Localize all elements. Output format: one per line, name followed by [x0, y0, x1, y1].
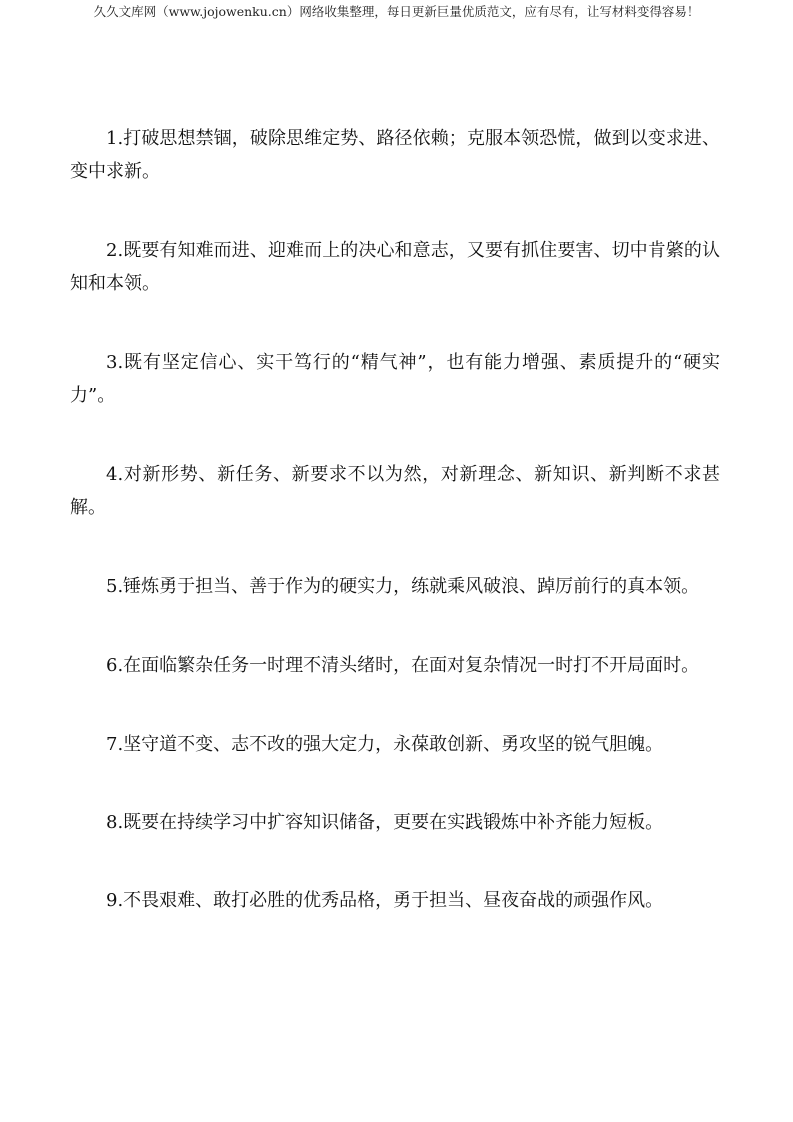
list-item-4: 4.对新形势、新任务、新要求不以为然，对新理念、新知识、新判断不求甚解。 [70, 464, 720, 518]
list-item-6: 6.在面临繁杂任务一时理不清头绪时，在面对复杂情况一时打不开局面时。 [106, 655, 700, 676]
page-header: 久久文库网（www.jojowenku.cn）网络收集整理，每日更新巨量优质范文，应有尽有，让写材料变得容易！ [93, 4, 700, 19]
list-item-9: 9.不畏艰难、敢打必胜的优秀品格，勇于担当、昼夜奋战的顽强作风。 [106, 890, 664, 911]
list-item-5: 5.锤炼勇于担当、善于作为的硬实力，练就乘风破浪、踔厉前行的真本领。 [106, 576, 700, 597]
list-item-3: 3.既有坚定信心、实干笃行的“精气神”，也有能力增强、素质提升的“硬实力”。 [70, 352, 720, 406]
list-item-8: 8.既要在持续学习中扩容知识储备，更要在实践锻炼中补齐能力短板。 [106, 812, 664, 833]
list-item-1: 1.打破思想禁锢，破除思维定势、路径依赖；克服本领恐慌，做到以变求进、变中求新。 [70, 128, 720, 182]
list-item-7: 7.坚守道不变、志不改的强大定力，永葆敢创新、勇攻坚的锐气胆魄。 [106, 734, 664, 755]
list-item-2: 2.既要有知难而进、迎难而上的决心和意志，又要有抓住要害、切中肯綮的认知和本领。 [70, 240, 720, 294]
document-body [70, 122, 720, 917]
